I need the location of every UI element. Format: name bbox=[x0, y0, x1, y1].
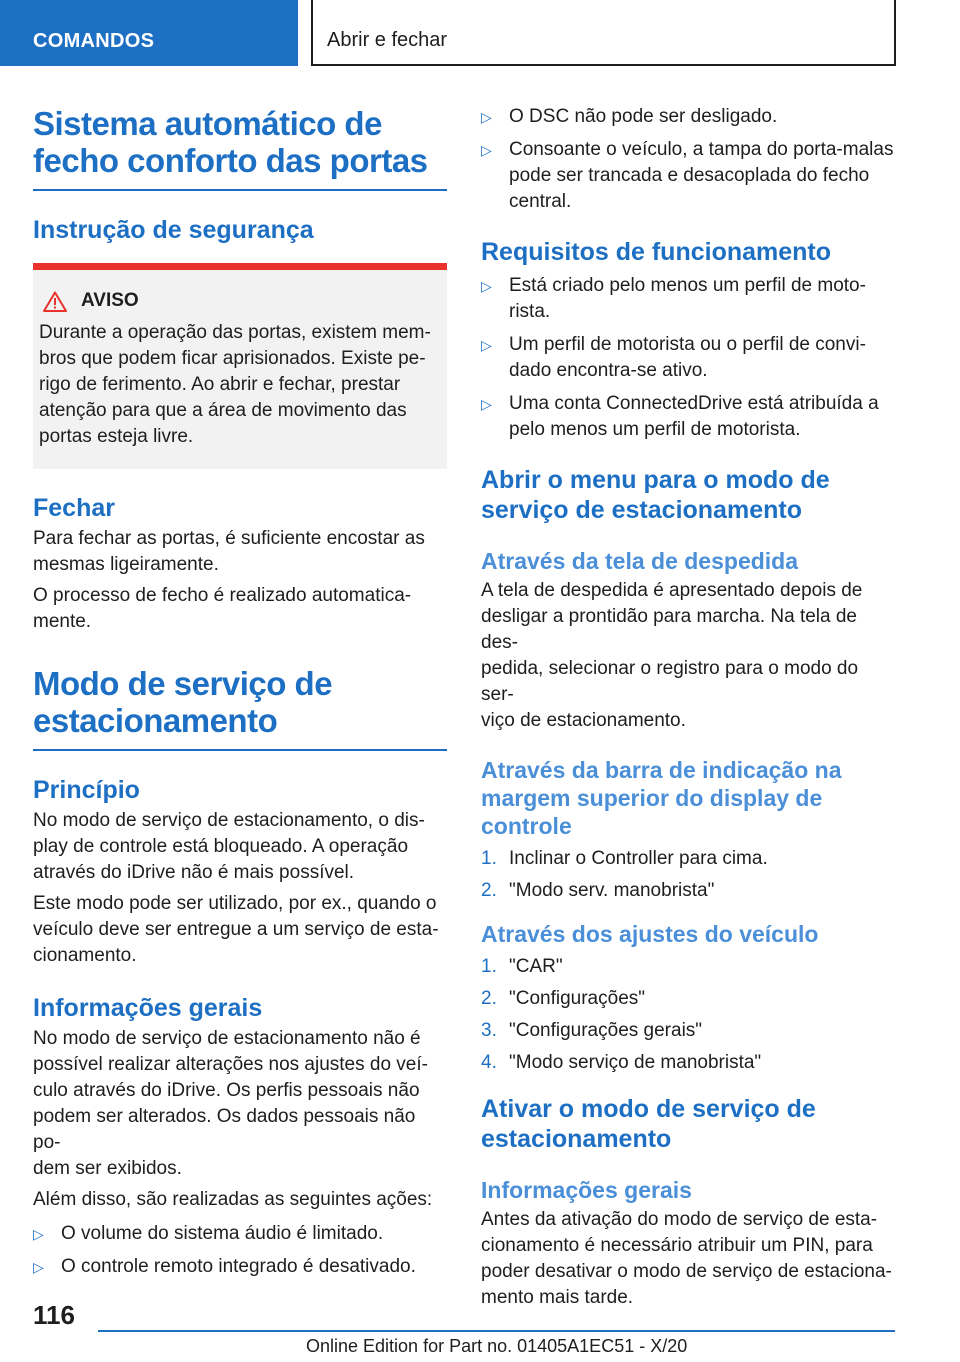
list-item: 3. "Configurações gerais" bbox=[481, 1020, 703, 1041]
page-number: 116 bbox=[33, 1300, 75, 1330]
warning-label: AVISO bbox=[81, 290, 139, 311]
status-bar-steps bbox=[481, 846, 895, 904]
list-item: ▷ Está criado pelo menos um perfil de moto- rista. bbox=[481, 275, 866, 322]
close-paragraph-1: Para fechar as portas, é suficiente encostar as mesmas ligeiramente. bbox=[33, 528, 425, 575]
left-column bbox=[33, 100, 447, 1287]
activate-heading: Ativar o modo de serviço de estacionamento bbox=[481, 1095, 816, 1153]
list-item: 1. Inclinar o Controller para cima. bbox=[481, 848, 768, 869]
farewell-paragraph: A tela de despedida é apresentado depois de desligar a prontidão para marcha. Na tela de des- pedida, selecionar o registro para o modo do ser- viço de estacionamento. bbox=[481, 580, 863, 731]
triangle-bullet-icon: ▷ bbox=[481, 109, 492, 125]
warning-box bbox=[33, 263, 447, 469]
requirements-heading: Requisitos de funcionamento bbox=[481, 238, 832, 266]
list-item: ▷ Uma conta ConnectedDrive está atribuída a pelo menos um perfil de motorista. bbox=[481, 393, 879, 440]
section-tab bbox=[0, 0, 298, 66]
title-comfort-closing: Sistema automático de fecho conforto das portas bbox=[33, 105, 428, 179]
principle-paragraph-1: No modo de serviço de estacionamento, o dis- play de controle está bloqueado. A operação através do iDrive não é mais possível. bbox=[33, 810, 425, 883]
principle-heading: Princípio bbox=[33, 776, 140, 804]
list-item: ▷ Um perfil de motorista ou o perfil de convi- dado encontra-se ativo. bbox=[481, 334, 866, 381]
right-column bbox=[481, 104, 895, 1311]
title-rule-2 bbox=[33, 749, 447, 751]
list-item: 4. "Modo serviço de manobrista" bbox=[481, 1052, 762, 1073]
triangle-bullet-icon: ▷ bbox=[33, 1259, 44, 1275]
edition-note: Online Edition for Part no. 01405A1EC51 - X/20 bbox=[306, 1336, 688, 1356]
activate-general-paragraph: Antes da ativação do modo de serviço de esta- cionamento é necessário atribuir um PIN, para poder desativar o modo de serviço de estaciona- mento mais tarde. bbox=[481, 1209, 892, 1308]
warning-triangle-icon bbox=[43, 291, 67, 312]
warning-bar bbox=[33, 263, 447, 270]
actions-list-continued bbox=[481, 104, 895, 215]
activate-general-heading: Informações gerais bbox=[481, 1177, 692, 1203]
list-item: ▷ O DSC não pode ser desligado. bbox=[481, 104, 895, 130]
vehicle-settings-heading: Através dos ajustes do veículo bbox=[481, 921, 819, 947]
status-bar-heading: Através da barra de indicação na margem superior do display de controle bbox=[481, 757, 842, 839]
general-info-paragraph-2: Além disso, são realizadas as seguintes ações: bbox=[33, 1189, 433, 1210]
farewell-screen-heading: Através da tela de despedida bbox=[481, 548, 799, 574]
close-paragraph-2: O processo de fecho é realizado automatica- mente. bbox=[33, 585, 412, 632]
list-item: ▷ O controle remoto integrado é desativado. bbox=[33, 1254, 447, 1280]
vehicle-settings-steps bbox=[481, 954, 895, 1076]
triangle-bullet-icon: ▷ bbox=[481, 396, 492, 412]
chapter-label: Abrir e fechar bbox=[327, 29, 448, 51]
close-heading: Fechar bbox=[33, 494, 115, 522]
general-info-heading: Informações gerais bbox=[33, 994, 263, 1022]
list-item: ▷ O volume do sistema áudio é limitado. bbox=[33, 1221, 447, 1247]
safety-heading: Instrução de segurança bbox=[33, 216, 314, 244]
open-menu-heading: Abrir o menu para o modo de serviço de estacionamento bbox=[481, 466, 830, 524]
triangle-bullet-icon: ▷ bbox=[481, 278, 492, 294]
general-info-paragraph-1: No modo de serviço de estacionamento não é possível realizar alterações nos ajustes do veí- culo através do iDrive. Os perfis pessoais não podem ser alterados. Os dados pessoais não po- dem ser exibidos. bbox=[33, 1028, 428, 1179]
triangle-bullet-icon: ▷ bbox=[481, 337, 492, 353]
list-item: 1. "CAR" bbox=[481, 956, 563, 977]
list-item: ▷ Consoante o veículo, a tampa do porta-malas pode ser trancada e desacoplada do fecho central. bbox=[481, 139, 894, 212]
triangle-bullet-icon: ▷ bbox=[481, 142, 492, 158]
title-rule bbox=[33, 189, 447, 191]
section-label: COMANDOS bbox=[33, 30, 155, 52]
principle-paragraph-2: Este modo pode ser utilizado, por ex., quando o veículo deve ser entregue a um serviço de esta- cionamento. bbox=[33, 893, 439, 966]
warning-title bbox=[39, 288, 439, 314]
list-item: 2. "Modo serv. manobrista" bbox=[481, 880, 715, 901]
actions-list bbox=[33, 1221, 447, 1280]
warning-text: Durante a operação das portas, existem mem- bros que podem ficar aprisionados. Existe pe- rigo de ferimento. Ao abrir e fechar, prestar atenção para que a área de movimento das portas esteja livre. bbox=[39, 322, 431, 447]
requirements-list bbox=[481, 273, 895, 443]
chapter-box bbox=[311, 0, 896, 66]
footer-rule bbox=[98, 1330, 895, 1332]
triangle-bullet-icon: ▷ bbox=[33, 1226, 44, 1242]
list-item: 2. "Configurações" bbox=[481, 988, 646, 1009]
title-parking-service: Modo de serviço de estacionamento bbox=[33, 665, 333, 739]
